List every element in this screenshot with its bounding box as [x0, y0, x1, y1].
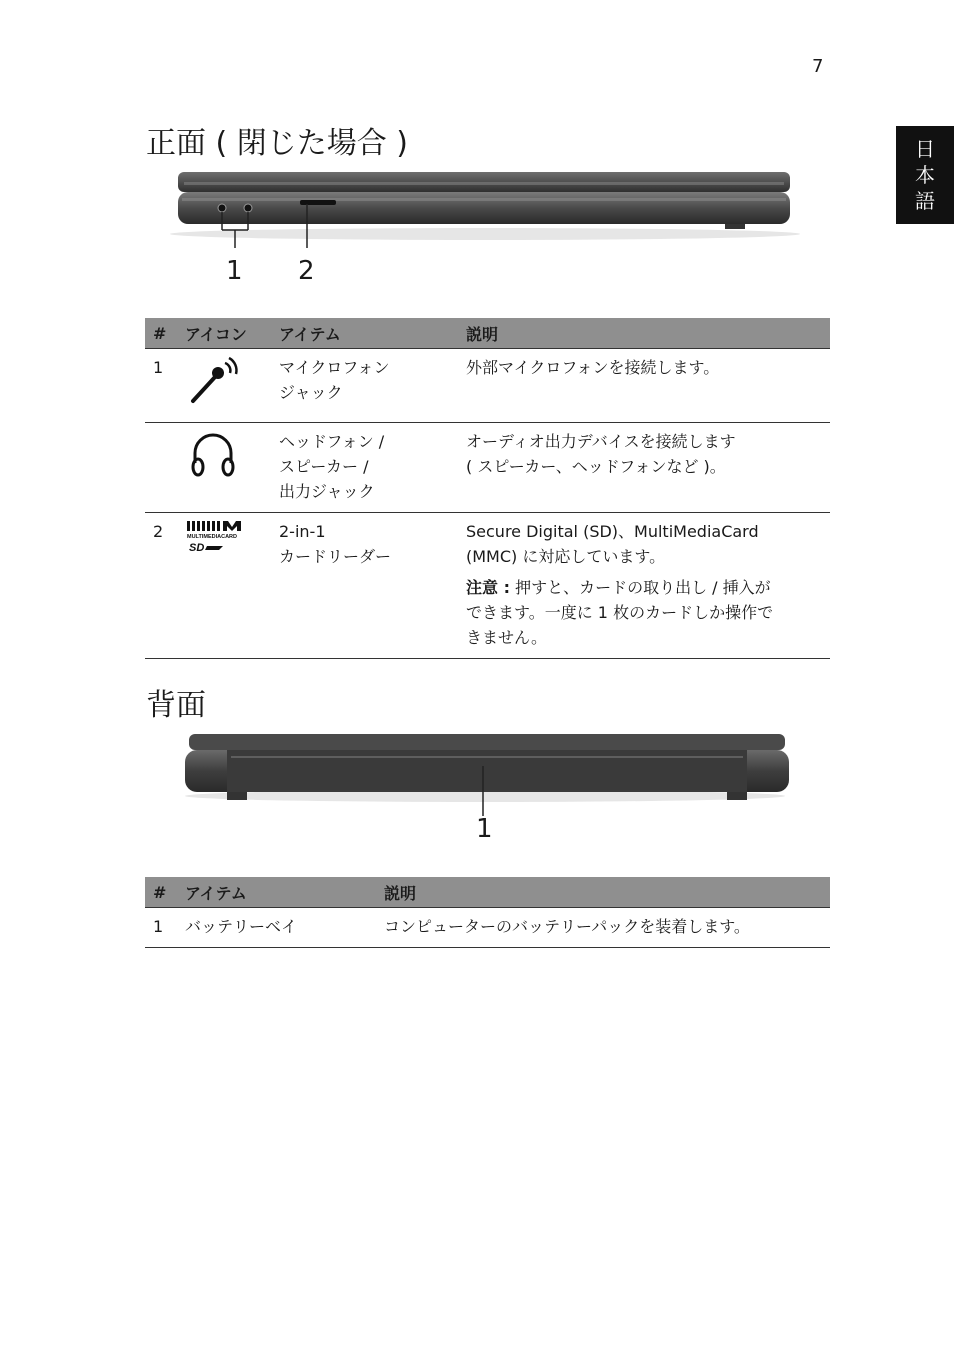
rear-section-title: 背面 [146, 688, 206, 723]
row-number: 2 [145, 513, 177, 659]
language-tab-char: 語 [915, 189, 935, 213]
language-tab-char: 日 [915, 137, 935, 161]
column-header: アイコン [177, 318, 271, 349]
rear-view-illustration [175, 730, 800, 818]
front-callout-2: 2 [298, 256, 315, 286]
page-number: 7 [812, 56, 824, 77]
column-header: 説明 [376, 877, 830, 908]
row-icon-cell [177, 349, 271, 423]
row-icon-cell [177, 513, 271, 659]
column-header: アイテム [271, 318, 458, 349]
row-item: ヘッドフォン / スピーカー / 出力ジャック [271, 423, 458, 513]
note-label: 注意 : [466, 578, 510, 597]
front-view-illustration [160, 168, 810, 248]
row-note [466, 575, 822, 650]
row-description: コンピューターのバッテリーパックを装着します。 [376, 908, 830, 948]
column-header: 説明 [458, 318, 830, 349]
row-item: マイクロフォン ジャック [271, 349, 458, 423]
headphone-icon [185, 429, 241, 481]
row-item: 2-in-1 カードリーダー [271, 513, 458, 659]
row-description: オーディオ出力デバイスを接続します ( スピーカー、ヘッドフォンなど )。 [458, 423, 830, 513]
table-header-row [145, 877, 830, 908]
row-number: 1 [145, 908, 177, 948]
language-tab-char: 本 [915, 163, 935, 187]
column-header: # [145, 877, 177, 908]
note-text: 押すと、カードの取り出し / 挿入が できます。一度に 1 枚のカードしか操作で きません。 [466, 578, 774, 647]
mmc-logo-text: MULTIMEDIACARD [187, 534, 238, 540]
table-row [145, 908, 830, 948]
rear-ports-table [145, 877, 830, 948]
front-ports-table [145, 318, 830, 659]
table-row [145, 349, 830, 423]
microphone-icon [185, 355, 241, 407]
row-number [145, 423, 177, 513]
row-description: Secure Digital (SD)、MultiMediaCard (MMC) に対応しています。 [466, 522, 759, 566]
front-callout-1: 1 [226, 256, 243, 286]
table-row [145, 423, 830, 513]
row-description: 外部マイクロフォンを接続します。 [458, 349, 830, 423]
column-header: アイテム [177, 877, 376, 908]
row-description-cell [458, 513, 830, 659]
language-tab [896, 126, 954, 224]
row-number: 1 [145, 349, 177, 423]
front-section-title: 正面 ( 閉じた場合 ) [146, 126, 409, 161]
card-reader-icon [185, 519, 249, 559]
rear-callout-1: 1 [476, 814, 493, 844]
table-row [145, 513, 830, 659]
column-header: # [145, 318, 177, 349]
table-header-row [145, 318, 830, 349]
row-icon-cell [177, 423, 271, 513]
sd-logo-text: SD [189, 542, 205, 554]
row-item: バッテリーベイ [177, 908, 376, 948]
